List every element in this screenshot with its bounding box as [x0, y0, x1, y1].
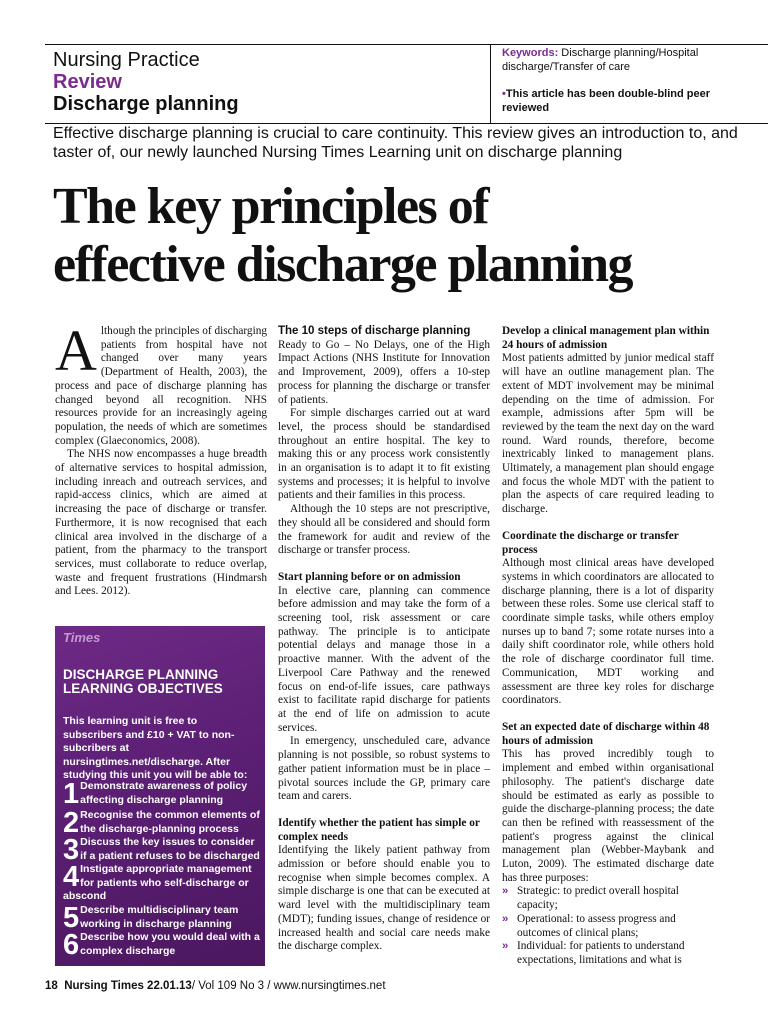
page-number: 18: [45, 980, 58, 992]
objective-number: 6: [63, 929, 80, 961]
subheading: Identify whether the patient has simple or complex needs: [278, 816, 480, 843]
box-brand: Times: [63, 630, 101, 645]
paragraph: In elective care, planning can commence before admission and may take the form of a screening tool, risk assessment or care pathway. The principle is to anticipate potential delays and manage those in a proactive manner. With the advent of the Liverpool Care Pathway and the renewed focus on end-of-life issues, care pathways exist to facilitate rapid discharge for patients at the end of life on admission to acute services.: [278, 584, 490, 734]
objective-text: Demonstrate awareness of policy affecting discharge planning: [80, 780, 248, 806]
paragraph: Although the 10 steps are not prescriptive, they should all be considered and should form the framework for audit and review of the discharge or transfer process.: [278, 503, 490, 557]
box-title: DISCHARGE PLANNING LEARNING OBJECTIVES: [63, 667, 223, 696]
chevron-icon: »: [502, 912, 509, 925]
header-divider: [490, 44, 491, 124]
objective-text: Instigate appropriate management for patients who self-discharge or abscond: [63, 863, 252, 902]
objective-number: 3: [63, 834, 80, 866]
intro-paragraph: [55, 318, 267, 448]
objective-item: [63, 863, 263, 904]
subheading: Start planning before or on admission: [278, 570, 461, 583]
peer-review-note: [502, 87, 742, 115]
objective-item: [63, 834, 263, 866]
objective-text: Describe multidisciplinary team working in discharge planning: [80, 904, 239, 930]
paragraph: For simple discharges carried out at ward level, the process should be standardised throughout an entire hospital. The key to making this or any process work consistently in an organisation is to adapt it to fit existing systems and processes; it is helpful to involve patients and their families in this process.: [278, 407, 490, 502]
chevron-icon: »: [502, 940, 509, 953]
objective-item: [63, 807, 263, 839]
paragraph: In emergency, unscheduled care, advance planning is not possible, so robust systems to gather patient information must be in place – pivotal sources include the GP, primary care team and carers.: [278, 735, 490, 803]
objective-text: Discuss the key issues to consider if a patient refuses to be discharged: [80, 836, 260, 862]
issue-details: / Vol 109 No 3 / www.nursingtimes.net: [191, 980, 386, 992]
issue-label: Nursing Times 22.01.13: [64, 980, 192, 992]
objective-text: Recognise the common elements of the discharge-planning process: [80, 809, 260, 835]
paragraph: The NHS now encompasses a huge breadth of alternative services to hospital admission, including inreach and outreach services, and rapid-access clinics, which are aimed at increasing the pace of discharge or transfer. Furthermore, it is now recognised that each clinical area involved in the discharge of a patient, from the pharmacy to the transport services, must collaborate to reduce overlap, waste and frequent frustrations (Hindmarsh and Lees. 2012).: [55, 448, 267, 598]
objective-number: 4: [63, 861, 80, 893]
subsection-label: Review: [53, 71, 122, 93]
headline-line-2: effective discharge planning: [53, 236, 633, 293]
column-2: [278, 325, 490, 954]
chevron-icon: »: [502, 885, 509, 898]
topic-label: Discharge planning: [53, 93, 239, 115]
header-top-rule: [45, 44, 768, 45]
peer-review-text: This article has been double-blind peer reviewed: [502, 88, 711, 114]
keywords-label: Keywords:: [502, 47, 559, 59]
objective-number: 5: [63, 902, 80, 934]
paragraph: Most patients admitted by junior medical staff will have an outline management plan. The extent of MDT involvement may be minimal depending on the time of admission. For example, admissions after 5pm will be reviewed by the team the next day on the ward round. Ward rounds, therefore, become inextricably linked to management plans. Ultimately, a management plan should engage and focus the whole MDT with the patient to plan the aspects of care required leading to discharge.: [502, 352, 714, 516]
column-1: [55, 318, 267, 599]
page-footer: [45, 980, 386, 992]
intro-text: lthough the principles of discharging patients from hospital have not changed over many years (Department of Health, 2003), the process and pace of discharge planning has changed beyond all recognition. NHS resources provide for an increasingly ageing population, the needs of which are sometimes complex (Glaeconomics, 2008).: [55, 325, 267, 447]
objective-number: 1: [63, 778, 80, 810]
box-intro: This learning unit is free to subscribers and £10 + VAT to non-subcribers at nursingtimes.net/discharge. After studying this unit you will be able to:: [63, 715, 248, 781]
standfirst: Effective discharge planning is crucial to care continuity. This review gives an introduction to, and taster of, our newly launched Nursing Times Learning unit on discharge planning: [53, 125, 738, 161]
paragraph: Ready to Go – No Delays, one of the High Impact Actions (NHS Institute for Innovation and Improvement, 2009), offers a 10-step process for planning the discharge or transfer of patients.: [278, 338, 490, 406]
list-item: » Individual: for patients to understand expectations, limitations and what is: [502, 940, 685, 966]
objective-number: 2: [63, 807, 80, 839]
paragraph: Identifying the likely patient pathway from admission or before should enable you to recognise when simple becomes complex. A simple discharge is one that can be executed at ward level with the multidisciplinary team (MDT); funding issues, change of residence or increased health and social care needs make the discharge complex.: [278, 844, 490, 953]
list-item: » Strategic: to predict overall hospital capacity;: [502, 885, 679, 912]
objective-item: [63, 902, 263, 934]
list-item: » Operational: to assess progress and outcomes of clinical plans;: [502, 912, 676, 939]
paragraph: Although most clinical areas have developed systems in which coordinators are allocated to discharge planning, there is a lot of disparity between these roles. Some use clerical staff to coordinate simple tasks, while others employ nurses up to band 7; some rotate nurses into a daily shift coordinator role, while others hold the role of discharge coordinator full time. Communication, MDT working and assessment are three key roles for discharge coordinators.: [502, 557, 714, 707]
subheading: Coordinate the discharge or transfer process: [502, 529, 679, 556]
keywords-text: Discharge planning/Hospital discharge/Transfer of care: [502, 47, 699, 73]
subheading: The 10 steps of discharge planning: [278, 325, 471, 337]
keywords: [502, 46, 752, 74]
peer-bullet: •: [502, 88, 506, 100]
paragraph: This has proved incredibly tough to implement and embed within organisational philosophy. The patient's discharge date should be estimated as early as possible to guide the discharge-planning process; the date can then be refined with reassessment of the patient's progress against the clinical management plan (Webber-Maybank and Luton, 2009). The estimated discharge date has three purposes:: [502, 748, 714, 884]
subheading: Set an expected date of discharge within 48 hours of admission: [502, 720, 710, 747]
headline: [53, 178, 753, 294]
purpose-list: [502, 885, 714, 967]
objective-text: Describe how you would deal with a complex discharge: [80, 931, 260, 957]
learning-objectives-box: [55, 626, 265, 966]
objective-item: [63, 778, 263, 810]
subheading: Develop a clinical management plan within 24 hours of admission: [502, 325, 710, 351]
headline-line-1: The key principles of: [53, 178, 489, 235]
drop-cap: A: [55, 318, 97, 383]
objective-item: [63, 929, 263, 961]
column-3: [502, 325, 714, 968]
section-label: Nursing Practice: [53, 49, 200, 71]
